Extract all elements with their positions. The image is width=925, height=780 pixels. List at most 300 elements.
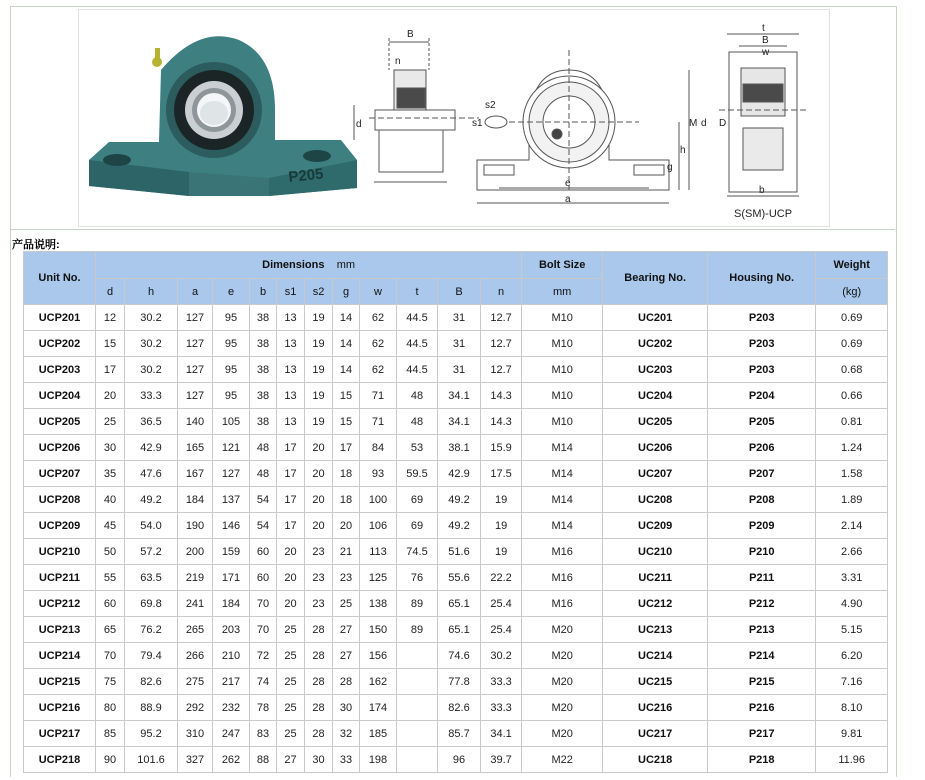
table-cell: UCP208: [24, 487, 96, 513]
table-cell: P208: [708, 487, 816, 513]
table-cell: 198: [360, 747, 397, 773]
table-cell: 30: [333, 695, 360, 721]
table-cell: 146: [213, 513, 250, 539]
technical-drawing: [354, 34, 809, 203]
table-cell: 47.6: [125, 461, 178, 487]
table-cell: 25.4: [481, 591, 522, 617]
table-cell: 127: [178, 383, 213, 409]
table-cell: 15: [333, 383, 360, 409]
table-cell: [397, 695, 438, 721]
table-cell: UCP216: [24, 695, 96, 721]
header-dim-col: g: [333, 279, 360, 305]
header-dim-col: h: [125, 279, 178, 305]
header-dim-col: a: [178, 279, 213, 305]
table-cell: M22: [522, 747, 603, 773]
table-cell: 82.6: [125, 669, 178, 695]
table-cell: UC207: [603, 461, 708, 487]
table-cell: 65.1: [438, 591, 481, 617]
table-cell: 14: [333, 331, 360, 357]
table-cell: 28: [305, 721, 333, 747]
table-cell: 95.2: [125, 721, 178, 747]
table-row: [24, 539, 888, 565]
table-cell: 25: [333, 591, 360, 617]
table-cell: 28: [305, 617, 333, 643]
table-cell: 62: [360, 331, 397, 357]
header-dim-col: B: [438, 279, 481, 305]
table-cell: P207: [708, 461, 816, 487]
table-cell: 25: [277, 643, 305, 669]
table-cell: 113: [360, 539, 397, 565]
table-cell: 23: [305, 591, 333, 617]
table-cell: P203: [708, 305, 816, 331]
table-cell: 127: [178, 305, 213, 331]
header-dimensions-unit: mm: [336, 259, 356, 271]
table-cell: 84: [360, 435, 397, 461]
table-cell: 63.5: [125, 565, 178, 591]
table-cell: 36.5: [125, 409, 178, 435]
table-cell: 89: [397, 591, 438, 617]
table-cell: 30: [96, 435, 125, 461]
table-cell: 12.7: [481, 357, 522, 383]
table-cell: 23: [333, 565, 360, 591]
header-dim-col: t: [397, 279, 438, 305]
table-cell: 17: [333, 435, 360, 461]
table-cell: 76: [397, 565, 438, 591]
table-cell: M16: [522, 539, 603, 565]
table-cell: 200: [178, 539, 213, 565]
header-dim-col: s2: [305, 279, 333, 305]
housing-mark: P205: [287, 165, 325, 186]
table-cell: 25: [277, 721, 305, 747]
table-cell: 79.4: [125, 643, 178, 669]
dim-label: b: [759, 185, 765, 196]
table-cell: 30.2: [125, 357, 178, 383]
table-row: [24, 695, 888, 721]
table-cell: M10: [522, 331, 603, 357]
table-cell: P218: [708, 747, 816, 773]
table-cell: 165: [178, 435, 213, 461]
table-cell: 18: [333, 461, 360, 487]
table-cell: 275: [178, 669, 213, 695]
table-cell: 19: [481, 513, 522, 539]
table-cell: 0.81: [816, 409, 888, 435]
table-cell: 25.4: [481, 617, 522, 643]
table-cell: M14: [522, 513, 603, 539]
table-cell: P216: [708, 695, 816, 721]
table-cell: UCP201: [24, 305, 96, 331]
table-cell: 53: [397, 435, 438, 461]
table-cell: 76.2: [125, 617, 178, 643]
header-dim-col: d: [96, 279, 125, 305]
table-cell: 54.0: [125, 513, 178, 539]
dim-label: e: [565, 178, 571, 189]
table-cell: UC201: [603, 305, 708, 331]
table-cell: 262: [213, 747, 250, 773]
table-cell: 57.2: [125, 539, 178, 565]
table-cell: 14.3: [481, 383, 522, 409]
table-cell: UC205: [603, 409, 708, 435]
table-cell: UC214: [603, 643, 708, 669]
table-row: [24, 461, 888, 487]
table-cell: 19: [305, 305, 333, 331]
spec-table: [23, 251, 888, 773]
header-bolt-size: Bolt Size: [522, 252, 603, 279]
table-cell: 217: [213, 669, 250, 695]
header-unit-no: Unit No.: [24, 252, 96, 305]
table-cell: M14: [522, 435, 603, 461]
table-cell: 6.20: [816, 643, 888, 669]
table-cell: UCP209: [24, 513, 96, 539]
table-cell: 14: [333, 305, 360, 331]
table-cell: M14: [522, 461, 603, 487]
table-cell: 156: [360, 643, 397, 669]
table-cell: P205: [708, 409, 816, 435]
table-cell: 3.31: [816, 565, 888, 591]
table-cell: 137: [213, 487, 250, 513]
table-cell: P212: [708, 591, 816, 617]
table-cell: UC216: [603, 695, 708, 721]
table-cell: 48: [397, 409, 438, 435]
table-cell: 28: [305, 669, 333, 695]
table-cell: 34.1: [481, 721, 522, 747]
table-cell: 38: [250, 305, 277, 331]
dim-label: d: [356, 119, 362, 130]
table-cell: 266: [178, 643, 213, 669]
table-cell: 60: [250, 565, 277, 591]
dim-label: t: [762, 23, 765, 34]
table-cell: 60: [250, 539, 277, 565]
table-cell: UCP215: [24, 669, 96, 695]
table-cell: 85.7: [438, 721, 481, 747]
header-housing-no: Housing No.: [708, 252, 816, 305]
table-row: [24, 747, 888, 773]
table-cell: 32: [333, 721, 360, 747]
header-bolt-unit: mm: [522, 279, 603, 305]
table-cell: UCP204: [24, 383, 96, 409]
table-cell: 140: [178, 409, 213, 435]
table-cell: 1.89: [816, 487, 888, 513]
table-cell: P204: [708, 383, 816, 409]
table-cell: 20: [305, 487, 333, 513]
table-cell: 150: [360, 617, 397, 643]
table-cell: 13: [277, 331, 305, 357]
table-cell: 82.6: [438, 695, 481, 721]
header-dim-col: n: [481, 279, 522, 305]
table-cell: 1.24: [816, 435, 888, 461]
table-cell: 190: [178, 513, 213, 539]
table-cell: 75: [96, 669, 125, 695]
table-cell: 70: [250, 591, 277, 617]
header-dim-col: e: [213, 279, 250, 305]
table-cell: 42.9: [438, 461, 481, 487]
table-cell: M20: [522, 669, 603, 695]
header-weight-unit: (kg): [816, 279, 888, 305]
table-cell: 51.6: [438, 539, 481, 565]
table-cell: M20: [522, 695, 603, 721]
table-cell: UCP202: [24, 331, 96, 357]
table-cell: 62: [360, 357, 397, 383]
table-cell: 17: [277, 461, 305, 487]
table-cell: 20: [277, 565, 305, 591]
table-cell: 11.96: [816, 747, 888, 773]
table-cell: 74.6: [438, 643, 481, 669]
table-cell: 96: [438, 747, 481, 773]
table-cell: 125: [360, 565, 397, 591]
table-cell: 159: [213, 539, 250, 565]
table-cell: 48: [397, 383, 438, 409]
table-cell: 54: [250, 513, 277, 539]
table-cell: 138: [360, 591, 397, 617]
table-cell: 203: [213, 617, 250, 643]
table-cell: 17.5: [481, 461, 522, 487]
table-cell: M20: [522, 617, 603, 643]
table-cell: 17: [96, 357, 125, 383]
table-cell: 22.2: [481, 565, 522, 591]
table-row: [24, 513, 888, 539]
table-cell: M10: [522, 409, 603, 435]
table-cell: 8.10: [816, 695, 888, 721]
table-cell: 72: [250, 643, 277, 669]
table-cell: 71: [360, 383, 397, 409]
table-cell: 219: [178, 565, 213, 591]
table-cell: 12.7: [481, 331, 522, 357]
table-cell: 210: [213, 643, 250, 669]
table-cell: P215: [708, 669, 816, 695]
table-cell: UC202: [603, 331, 708, 357]
table-cell: UC212: [603, 591, 708, 617]
table-cell: 18: [333, 487, 360, 513]
header-weight: Weight: [816, 252, 888, 279]
table-cell: 12: [96, 305, 125, 331]
table-cell: 44.5: [397, 357, 438, 383]
table-row: [24, 435, 888, 461]
table-cell: UC218: [603, 747, 708, 773]
table-cell: 48: [250, 435, 277, 461]
table-cell: 34.1: [438, 409, 481, 435]
table-row: [24, 617, 888, 643]
table-cell: 19: [481, 539, 522, 565]
table-cell: 95: [213, 357, 250, 383]
table-cell: 28: [305, 643, 333, 669]
table-cell: 127: [213, 461, 250, 487]
header-dimensions: [96, 252, 522, 279]
table-cell: 14.3: [481, 409, 522, 435]
table-cell: 69: [397, 487, 438, 513]
table-cell: 1.58: [816, 461, 888, 487]
header-dim-col: b: [250, 279, 277, 305]
table-cell: 0.66: [816, 383, 888, 409]
table-cell: 100: [360, 487, 397, 513]
table-cell: 85: [96, 721, 125, 747]
table-row: [24, 331, 888, 357]
table-cell: P203: [708, 357, 816, 383]
table-cell: 106: [360, 513, 397, 539]
table-cell: 74: [250, 669, 277, 695]
table-cell: 2.14: [816, 513, 888, 539]
table-cell: 31: [438, 331, 481, 357]
table-cell: 2.66: [816, 539, 888, 565]
table-cell: 89: [397, 617, 438, 643]
table-cell: 93: [360, 461, 397, 487]
table-cell: P210: [708, 539, 816, 565]
table-cell: P213: [708, 617, 816, 643]
table-cell: 13: [277, 409, 305, 435]
table-cell: 19: [305, 331, 333, 357]
table-cell: UCP211: [24, 565, 96, 591]
table-cell: 0.68: [816, 357, 888, 383]
table-row: [24, 357, 888, 383]
table-cell: UCP213: [24, 617, 96, 643]
table-cell: [397, 643, 438, 669]
table-cell: 90: [96, 747, 125, 773]
table-cell: 12.7: [481, 305, 522, 331]
dim-label: n: [395, 56, 401, 67]
table-cell: 69: [397, 513, 438, 539]
table-cell: 70: [96, 643, 125, 669]
dim-label: s1: [472, 118, 483, 129]
table-cell: 49.2: [438, 513, 481, 539]
table-cell: 27: [277, 747, 305, 773]
table-cell: 70: [250, 617, 277, 643]
table-row: [24, 721, 888, 747]
table-cell: 25: [96, 409, 125, 435]
table-cell: 74.5: [397, 539, 438, 565]
table-cell: 17: [277, 513, 305, 539]
table-cell: UC217: [603, 721, 708, 747]
table-cell: UC210: [603, 539, 708, 565]
table-cell: UC213: [603, 617, 708, 643]
table-row: [24, 669, 888, 695]
table-cell: 31: [438, 305, 481, 331]
table-cell: 105: [213, 409, 250, 435]
table-cell: 127: [178, 357, 213, 383]
table-cell: 38: [250, 357, 277, 383]
table-cell: 20: [277, 539, 305, 565]
table-cell: 247: [213, 721, 250, 747]
header-dim-col: w: [360, 279, 397, 305]
table-cell: 20: [305, 461, 333, 487]
table-cell: UCP217: [24, 721, 96, 747]
table-cell: 5.15: [816, 617, 888, 643]
table-cell: M16: [522, 565, 603, 591]
pillow-block-photo: [89, 36, 357, 196]
table-cell: 19: [305, 383, 333, 409]
table-cell: 83: [250, 721, 277, 747]
table-cell: 39.7: [481, 747, 522, 773]
table-cell: 4.90: [816, 591, 888, 617]
table-cell: 33.3: [125, 383, 178, 409]
dim-label: s2: [485, 100, 496, 111]
table-cell: 17: [277, 487, 305, 513]
table-cell: 19: [305, 409, 333, 435]
table-cell: 33.3: [481, 695, 522, 721]
table-cell: UC215: [603, 669, 708, 695]
spec-table-body: [24, 305, 888, 773]
table-cell: 101.6: [125, 747, 178, 773]
table-cell: 62: [360, 305, 397, 331]
table-cell: 38: [250, 331, 277, 357]
table-cell: 15: [333, 409, 360, 435]
table-cell: 42.9: [125, 435, 178, 461]
table-cell: [397, 721, 438, 747]
table-cell: 232: [213, 695, 250, 721]
dim-label: B: [762, 35, 769, 46]
table-cell: UCP214: [24, 643, 96, 669]
table-cell: 185: [360, 721, 397, 747]
table-cell: M10: [522, 357, 603, 383]
table-cell: 49.2: [125, 487, 178, 513]
dim-label: D: [719, 118, 727, 129]
table-cell: 80: [96, 695, 125, 721]
table-cell: 184: [178, 487, 213, 513]
table-cell: 48: [250, 461, 277, 487]
table-cell: 9.81: [816, 721, 888, 747]
table-cell: 33: [333, 747, 360, 773]
table-cell: 14: [333, 357, 360, 383]
header-dim-col: s1: [277, 279, 305, 305]
table-cell: 23: [305, 539, 333, 565]
table-cell: P211: [708, 565, 816, 591]
table-row: [24, 565, 888, 591]
table-cell: 27: [333, 617, 360, 643]
table-cell: 38: [250, 409, 277, 435]
table-cell: 23: [305, 565, 333, 591]
table-cell: 55: [96, 565, 125, 591]
table-cell: [397, 669, 438, 695]
table-cell: P214: [708, 643, 816, 669]
dim-label: g: [667, 162, 673, 173]
table-cell: M10: [522, 383, 603, 409]
table-cell: 38: [250, 383, 277, 409]
table-cell: 13: [277, 357, 305, 383]
table-cell: M20: [522, 643, 603, 669]
table-cell: 25: [277, 695, 305, 721]
table-cell: 7.16: [816, 669, 888, 695]
table-cell: 265: [178, 617, 213, 643]
table-cell: UCP212: [24, 591, 96, 617]
table-cell: M20: [522, 721, 603, 747]
table-row: [24, 591, 888, 617]
table-cell: 71: [360, 409, 397, 435]
product-image: [78, 9, 830, 227]
dim-label: B: [407, 29, 414, 40]
dim-label: a: [565, 194, 571, 205]
table-cell: 30.2: [125, 331, 178, 357]
table-cell: 27: [333, 643, 360, 669]
table-cell: 44.5: [397, 331, 438, 357]
table-cell: 0.69: [816, 305, 888, 331]
table-cell: 28: [305, 695, 333, 721]
table-cell: P209: [708, 513, 816, 539]
table-row: [24, 487, 888, 513]
table-cell: 241: [178, 591, 213, 617]
table-row: [24, 643, 888, 669]
table-cell: [397, 747, 438, 773]
table-cell: 40: [96, 487, 125, 513]
table-cell: 88.9: [125, 695, 178, 721]
table-cell: 95: [213, 305, 250, 331]
table-cell: UC204: [603, 383, 708, 409]
table-cell: 17: [277, 435, 305, 461]
table-cell: 69.8: [125, 591, 178, 617]
table-cell: 30.2: [481, 643, 522, 669]
table-cell: 167: [178, 461, 213, 487]
table-cell: UC211: [603, 565, 708, 591]
header-bearing-no: Bearing No.: [603, 252, 708, 305]
table-cell: 50: [96, 539, 125, 565]
dim-label: d: [701, 118, 707, 129]
drawing-label: S(SM)-UCP: [734, 208, 793, 220]
